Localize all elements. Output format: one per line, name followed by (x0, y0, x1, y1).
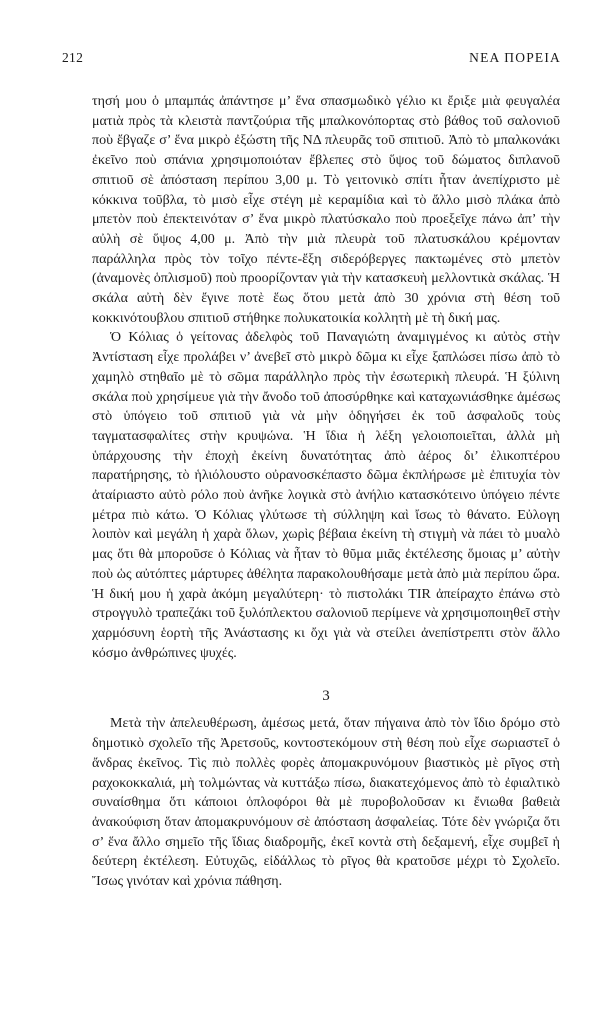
section (92, 687, 560, 891)
paragraph: Μετὰ τὴν ἀπελευθέρωση, ἀμέσως μετά, ὅταν πήγαινα ἀπὸ τὸν ἴδιο δρόμο στὸ δημοτικὸ σχολεῖο τῆς Ἀρετσοῦς, κοντοστεκόμουν στὴ θέση ποὺ εἶχε σωριαστεῖ ὁ ἄνδρας ἐκεῖνος. Τὶς πιὸ πολλὲς φορὲς ἀπομακρυνόμουν βιαστικὸς μὲ ρῖγος στὴ ραχοκοκκαλιά, μὴ τολμώντας νὰ κυττάξω πίσω, διακατεχόμενος ἀπὸ τὸ ἐφιαλτικὸ συναίσθημα ὅτι κάποιοι ὁπλοφόροι θὰ μὲ πυροβολοῦσαν κι ἔνιωθα βαθειὰ ἀνακούφιση ὅταν ἀπομακρυνόμουν σὲ ἀπόσταση ἀσφαλείας. Τότε δὲν γνώριζα ὅτι σ’ ἕνα ἄλλο σημεῖο τῆς ἴδιας διαδρομῆς, ἐκεῖ κοντὰ στὴ δεξαμενή, εἶχε συμβεῖ ἡ δεύτερη ἐκτέλεση. Εὐτυχῶς, εἰδάλλως τὸ ρῖγος θὰ κρατοῦσε μέχρι τὸ Σχολεῖο. Ἴσως γινόταν καὶ χρόνια πάθηση. (92, 716, 560, 890)
page-number: 212 (62, 50, 84, 65)
page-header (62, 50, 561, 70)
paragraph: τησή μου ὁ μπαμπάς ἀπάντησε μ’ ἕνα σπασμωδικὸ γέλιο κι ἔριξε μιὰ φευγαλέα ματιὰ πρὸς τὰ κλειστὰ παντζούρια τῆς μπαλκονόπορτας στὸ βάθος τοῦ σαλονιοῦ ποὺ ἔβγαζε σ’ ἕνα μικρὸ ἐξώστη τῆς ΝΔ πλευρᾶς τοῦ σπιτιοῦ. Ἀπὸ τὸ μπαλκονάκι ἐκεῖνο ποὺ σπάνια χρησιμοποιόταν ἔβλεπες στὸ ὕψος τοῦ δώματος διπλανοῦ σπιτιοῦ σὲ ἀπόσταση περίπου 3,00 μ. Τὸ γειτονικὸ σπίτι ἦταν ἀνεπίχριστο μὲ κόκκινα τοῦβλα, τὸ μισὸ εἶχε στέγη μὲ κεραμίδια καὶ τὸ ἄλλο μισὸ πλάκα ἀπὸ μπετὸν ποὺ ἐπεκτεινόταν σ’ ἕνα μικρὸ πλατύσκαλο ποὺ προεξεῖχε πάνω ἀπ’ τὴν αὐλὴ σὲ ὕψος 4,00 μ. Ἀπὸ τὴν μιὰ πλευρὰ τοῦ πλατυσκάλου κρέμονταν παράλληλα πρὸς τὸν τοῖχο πέντε-ἔξη σιδερόβεργες πακτωμένες στὸ μπετὸν (ἀναμονὲς ὁπλισμοῦ) ποὺ προορίζονταν γιὰ τὴν κατασκευὴ μελλοντικὰ σκάλας. Ἡ σκάλα αὐτὴ δὲν ἔγινε ποτὲ ἕως ὅτου μετὰ ἀπὸ 30 χρόνια στὴ θέση τοῦ κοκκινότουβλου σπιτιοῦ στήθηκε πολυκατοικία κολλητὴ μὲ τὴ δική μας. (92, 94, 560, 326)
section-number: 3 (322, 688, 330, 705)
running-head: ΝΕΑ ΠΟΡΕΙΑ (469, 50, 561, 65)
paragraph: Ὁ Κόλιας ὁ γείτονας ἀδελφὸς τοῦ Παναγιώτη ἀναμιγμένος κι αὐτὸς στὴν Ἀντίσταση εἶχε προλάβει ν’ ἀνεβεῖ στὸ μικρὸ δῶμα κι εἶχε ξαπλώσει πίσω ἀπὸ τὸ χαμηλὸ στηθαῖο μὲ τὸ σῶμα παράλληλο πρὸς τὴν ἐσωτερικὴ πλευρά. Ἡ ξύλινη σκάλα ποὺ χρησίμευε γιὰ τὴν ἄνοδο τοῦ ἀποσύρθηκε καὶ καταχωνιάσθηκε ἀμέσως στὸ ὑπόγειο τοῦ σπιτιοῦ γιὰ νὰ μὴν ὁδηγήσει ἐκ τοῦ ἀσφαλοῦς τοὺς ταγματασφαλίτες στὴν κρυψώνα. Ἡ ἴδια ἡ λέξη γελοιοποιεῖται, ἀλλὰ μὴ ὑπάρχουσης τὴν ἐποχὴ ἐκείνη δυνατότητας ἀπὸ ἀέρος δι’ ἑλικοπτέρου παρατήρησης, τὸ ἡλιόλουστο οὐρανοσκέπαστο δῶμα ἐκπλήρωσε μὲ ἐπιτυχία τὸν ἀταίριαστο αὐτὸ ρόλο ποὺ ἀνῆκε λογικὰ στὸ ἀνήλιο κατασκότεινο ὑπόγειο πέντε μέτρα πιὸ κάτω. Ὁ Κόλιας γλύτωσε τὴ σύλληψη καὶ ἴσως τὸ θάνατο. Εὐλογη λοιπὸν καὶ μεγάλη ἡ χαρὰ ὅλων, χωρὶς βέβαια ἐκείνη τὴ στιγμὴ νὰ πάει τὸ μυαλὸ μας ὅτι θὰ μποροῦσε ὁ Κόλιας νὰ ἦταν τὸ θῦμα μιᾶς ἐκτέλεσης ὅμοιας μ’ αὐτὴν ποὺ ὡς αὐτόπτες μάρτυρες ἀθέλητα παρακολουθήσαμε μετὰ ἀπὸ μιὰ περίπου ὥρα. Ἡ δική μου ἡ χαρὰ ἀκόμη μεγαλύτερη· τὸ πιστολάκι TIR ἀπείραχτο ἐπάνω στὸ στρογγυλὸ τραπεζάκι τοῦ ξυλόπλεκτου σαλονιοῦ περίμενε νὰ χρησιμοποιηθεῖ στὴν χαρμόσυνη ἑορτὴ τῆς Ἀνάστασης κι ὄχι γιὰ νὰ στείλει ἀνεπίστρεπτι στὸν ἄλλο κόσμο ἀνθρώπινες ψυχές. (92, 330, 560, 661)
body-text (92, 92, 560, 892)
